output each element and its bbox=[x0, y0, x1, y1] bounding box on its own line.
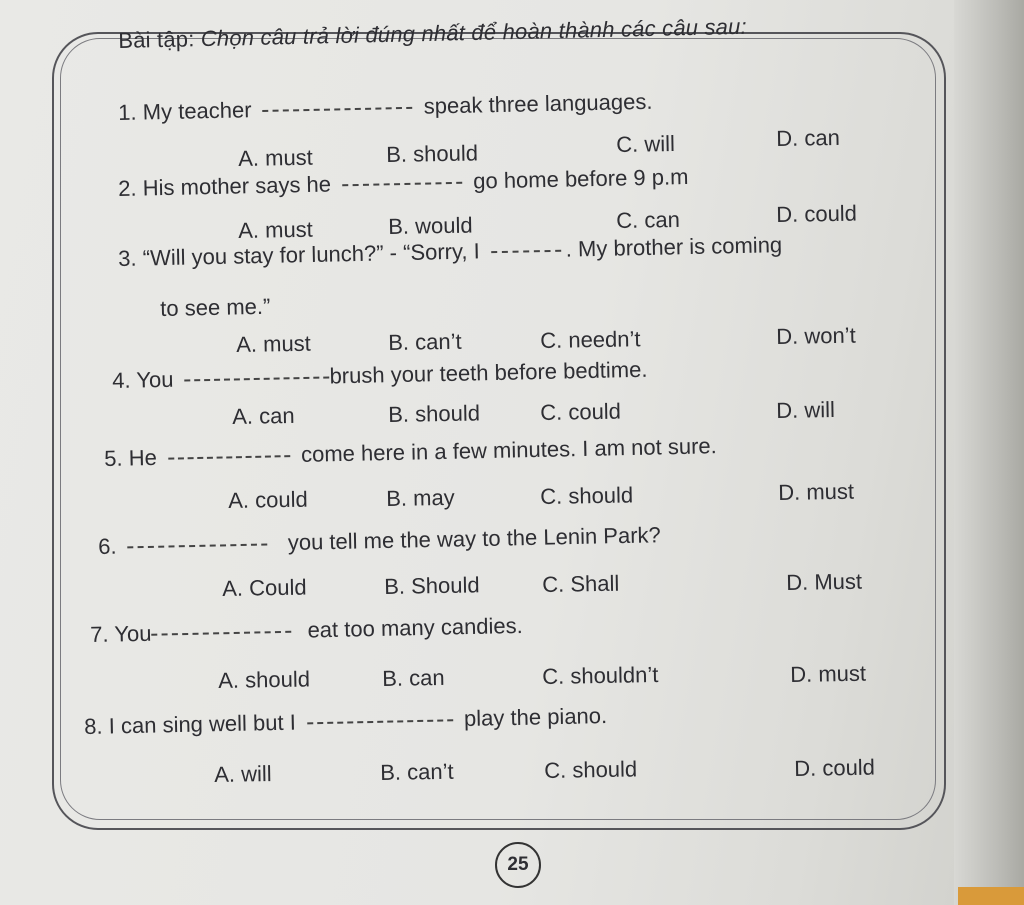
question-number: 3. bbox=[118, 245, 137, 271]
option-d: D. must bbox=[778, 478, 855, 505]
option-c: C. can bbox=[616, 206, 681, 233]
question-number: 6. bbox=[98, 533, 117, 559]
cover-edge bbox=[958, 887, 1024, 905]
question-3-continued bbox=[160, 294, 271, 322]
question-number: 2. bbox=[118, 175, 137, 201]
question-text-before: “Will you stay for lunch?” - “Sorry, I bbox=[142, 238, 480, 271]
option-c: C. should bbox=[544, 756, 638, 783]
heading-instruction: Chọn câu trả lời đúng nhất để hoàn thành các câu sau: bbox=[200, 13, 748, 52]
question-text-after: . My brother is coming bbox=[565, 232, 783, 262]
question-number: 7. bbox=[90, 621, 109, 647]
option-b: B. Should bbox=[384, 572, 480, 599]
question-text-line2: to see me.” bbox=[160, 293, 271, 321]
question-number: 4. bbox=[112, 367, 131, 393]
question-number: 5. bbox=[104, 445, 123, 471]
question-text-after: come here in a few minutes. I am not sure. bbox=[300, 433, 717, 467]
answer-blank bbox=[307, 719, 453, 724]
question-text-before: My teacher bbox=[142, 97, 252, 125]
answer-blank bbox=[168, 455, 290, 460]
question-number: 1. bbox=[118, 99, 137, 125]
question-text-before: He bbox=[128, 444, 158, 471]
answer-blank bbox=[263, 107, 413, 112]
answer-blank bbox=[342, 182, 462, 187]
option-c: C. needn’t bbox=[540, 326, 641, 353]
question-text-after: brush your teeth before bedtime. bbox=[329, 356, 648, 389]
answer-blank bbox=[185, 377, 330, 382]
answer-blank bbox=[151, 631, 291, 636]
question-text-after: you tell me the way to the Lenin Park? bbox=[287, 522, 662, 556]
option-d: D. could bbox=[794, 754, 876, 781]
page-number: 25 bbox=[495, 842, 541, 888]
option-c: C. could bbox=[540, 398, 622, 425]
question-text-after: go home before 9 p.m bbox=[472, 164, 689, 194]
question-text-before: His mother says he bbox=[142, 171, 332, 201]
option-b: B. can bbox=[382, 664, 445, 691]
option-a: A. must bbox=[236, 330, 312, 357]
option-a: A. must bbox=[238, 216, 314, 243]
option-c: C. should bbox=[540, 482, 634, 509]
question-text-before: I can sing well but I bbox=[108, 709, 297, 739]
option-c: C. shouldn’t bbox=[542, 661, 659, 689]
option-b: B. should bbox=[386, 140, 479, 167]
question-text-before: You bbox=[136, 366, 174, 393]
answer-blank bbox=[128, 544, 268, 549]
option-a: A. must bbox=[238, 144, 314, 171]
question-text-before: You bbox=[114, 620, 152, 647]
heading-label: Bài tập: bbox=[118, 26, 195, 53]
option-c: C. will bbox=[616, 130, 676, 157]
option-a: A. should bbox=[218, 666, 311, 693]
option-a: A. Could bbox=[222, 574, 307, 601]
answer-blank bbox=[491, 250, 561, 253]
option-d: D. will bbox=[776, 396, 836, 423]
question-number: 8. bbox=[84, 713, 103, 739]
question-text-after: eat too many candies. bbox=[307, 612, 524, 643]
option-a: A. can bbox=[232, 402, 295, 429]
question-text-after: play the piano. bbox=[463, 703, 608, 732]
option-d: D. can bbox=[776, 124, 841, 151]
option-b: B. can’t bbox=[388, 328, 462, 355]
question-text-after: speak three languages. bbox=[423, 88, 653, 119]
option-b: B. should bbox=[388, 400, 481, 427]
option-b: B. can’t bbox=[380, 758, 454, 785]
option-a: A. could bbox=[228, 486, 308, 513]
option-d: D. could bbox=[776, 200, 858, 227]
option-a: A. will bbox=[214, 760, 272, 787]
option-d: D. won’t bbox=[776, 322, 856, 349]
option-b: B. would bbox=[388, 212, 473, 239]
book-spine bbox=[954, 0, 1024, 905]
option-b: B. may bbox=[386, 484, 455, 511]
exercise-frame-inner bbox=[60, 38, 936, 820]
option-d: D. must bbox=[790, 660, 867, 687]
option-d: D. Must bbox=[786, 568, 863, 595]
option-c: C. Shall bbox=[542, 570, 620, 597]
